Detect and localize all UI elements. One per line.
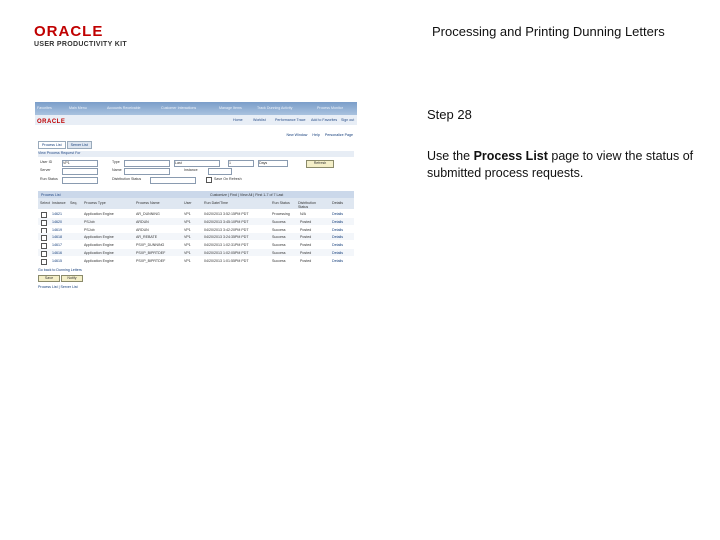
run-status-select[interactable] (62, 177, 98, 184)
cell-user: VP1 (184, 219, 191, 224)
save-button[interactable]: Save (38, 275, 60, 282)
save-on-refresh-checkbox[interactable] (206, 177, 212, 183)
menu-item[interactable]: Favorites (37, 106, 52, 110)
cell-instance[interactable]: 14621 (52, 212, 62, 216)
col-process-name: Process Name (136, 201, 160, 205)
days-count-value: 1 (229, 161, 231, 165)
last-value: Last (175, 161, 182, 165)
menu-item[interactable]: Manage Items (219, 106, 242, 110)
col-run-datetime: Run Date/Time (204, 201, 229, 205)
cell-name: PSXP_BIPRTDEF (136, 258, 166, 263)
table-row (38, 218, 354, 225)
cell-details[interactable]: Details (332, 219, 343, 224)
grid-title: Process List (41, 193, 61, 197)
cell-details[interactable]: Details (332, 235, 343, 240)
cell-type: Application Engine (84, 251, 114, 255)
userid-label: User ID (40, 160, 53, 164)
cell-type: Application Engine (84, 243, 114, 248)
cell-instance[interactable]: 14615 (52, 258, 62, 263)
home-link[interactable]: Home (233, 118, 243, 122)
page-tabs (38, 141, 93, 149)
cell-type: PSJob (84, 227, 95, 232)
days-unit-select[interactable] (258, 160, 288, 167)
cell-date: 04/20/2013 1:02:31PM PDT (204, 243, 249, 248)
cell-details[interactable]: Details (332, 251, 343, 255)
col-process-type: Process Type (84, 201, 106, 205)
cell-status: Success (272, 251, 286, 255)
cell-type: PSJob (84, 219, 95, 224)
col-details: Details (332, 201, 343, 205)
instance-label: Instance (184, 168, 198, 172)
cell-dist[interactable]: Posted (300, 258, 312, 263)
cell-date: 04/20/2013 1:02:05PM PDT (204, 251, 249, 255)
cell-status: Processing (272, 212, 290, 216)
cell-dist[interactable]: Posted (300, 227, 312, 232)
row-select-checkbox[interactable] (41, 259, 47, 265)
days-count-input[interactable] (228, 160, 254, 167)
performance-trace-link[interactable]: Performance Trace (275, 118, 306, 122)
col-instance: Instance (52, 201, 66, 205)
days-unit-value: Days (259, 161, 268, 165)
cell-instance[interactable]: 14616 (52, 251, 62, 255)
filter-row-1 (38, 160, 354, 166)
col-seq: Seq. (70, 201, 78, 205)
cell-status: Success (272, 235, 286, 240)
cell-date: 04/20/2013 3:24:35PM PDT (204, 235, 249, 240)
cell-user: VP1 (184, 235, 191, 240)
cell-details[interactable]: Details (332, 212, 343, 216)
col-run-status: Run Status (272, 201, 290, 205)
server-select[interactable] (62, 168, 98, 175)
cell-status: Success (272, 258, 286, 263)
table-row (38, 233, 354, 240)
cell-name: AR_REBATE (136, 235, 158, 240)
cell-date: 04/20/2013 3:52:15PM PDT (204, 212, 249, 216)
personalize-link[interactable]: Personalize Page (324, 133, 353, 137)
cell-user: VP1 (184, 227, 191, 232)
userid-value: VP1 (63, 161, 70, 165)
cell-details[interactable]: Details (332, 243, 343, 248)
menu-item[interactable]: Main Menu (69, 106, 87, 110)
distribution-status-select[interactable] (150, 177, 196, 184)
cell-dist[interactable]: Posted (300, 243, 312, 248)
last-select[interactable] (174, 160, 220, 167)
process-list-columns (38, 198, 354, 209)
cell-instance[interactable]: 14620 (52, 219, 62, 224)
instruction-text: Use the (427, 149, 474, 163)
cell-status: Success (272, 219, 286, 224)
table-row (38, 257, 354, 264)
grid-navigation[interactable]: Customize | Find | View All | First 1-7 of 7 Last (210, 193, 284, 197)
table-row (38, 226, 354, 233)
filter-row-2 (38, 168, 354, 174)
run-status-label: Run Status (40, 177, 58, 181)
go-back-link[interactable]: Go back to Dunning Letters (38, 268, 82, 272)
instruction-text-end: page to view the status of submitted process requests. (427, 149, 694, 180)
cell-instance[interactable]: 14617 (52, 243, 62, 248)
filter-section-header: View Process Request For (38, 151, 354, 157)
cell-dist[interactable]: N/A (300, 212, 306, 216)
instance-input[interactable] (208, 168, 232, 175)
cell-details[interactable]: Details (332, 258, 343, 263)
filter-row-3 (38, 177, 354, 183)
menu-item[interactable]: Accounts Receivable (107, 106, 141, 110)
cell-user: VP1 (184, 258, 191, 263)
step-instruction (427, 148, 697, 182)
name-label: Name (112, 168, 122, 172)
cell-status: Success (272, 227, 286, 232)
menu-item[interactable]: Track Dunning Activity (257, 106, 293, 110)
add-favorites-link[interactable]: Add to Favorites (311, 118, 338, 122)
refresh-button[interactable]: Refresh (306, 160, 334, 168)
cell-user: VP1 (184, 251, 191, 255)
help-link[interactable]: Help (312, 133, 320, 137)
userid-input[interactable] (62, 160, 98, 167)
logo-product: USER PRODUCTIVITY KIT (34, 41, 127, 48)
portal-menubar (35, 102, 357, 115)
cell-dist[interactable]: Posted (300, 251, 312, 255)
name-input[interactable] (124, 168, 170, 175)
table-row (38, 210, 354, 217)
cell-details[interactable]: Details (332, 227, 343, 232)
tab-process-list[interactable]: Process List (38, 141, 66, 149)
sign-out-link[interactable]: Sign out (341, 118, 355, 122)
document-title: Processing and Printing Dunning Letters (432, 24, 665, 39)
cell-name: ARDUN (136, 219, 149, 224)
col-select: Select (40, 201, 50, 205)
process-list-grid-header (38, 191, 354, 198)
cell-type: Application Engine (84, 212, 114, 216)
notify-button[interactable]: Notify (61, 275, 83, 282)
process-list-screenshot (35, 102, 357, 302)
portal-logo: ORACLE (37, 119, 66, 125)
new-window-link[interactable]: New Window (286, 133, 308, 137)
step-label: Step 28 (427, 107, 472, 122)
bottom-links[interactable]: Process List | Server List (38, 285, 78, 289)
cell-date: 04/20/2013 3:42:20PM PDT (204, 227, 249, 232)
table-row (38, 249, 354, 256)
cell-user: VP1 (184, 243, 191, 248)
type-label: Type (112, 160, 120, 164)
cell-dist[interactable]: Posted (300, 219, 312, 224)
tab-server-list[interactable]: Server List (67, 141, 92, 149)
cell-type: Application Engine (84, 235, 114, 240)
cell-dist[interactable]: Posted (300, 235, 312, 240)
instruction-bold: Process List (473, 149, 548, 163)
cell-name: PSXP_BIPRTDEF (136, 251, 166, 255)
portal-header-links (35, 115, 357, 125)
cell-instance[interactable]: 14619 (52, 227, 62, 232)
oracle-upk-logo (34, 24, 127, 48)
menu-item[interactable]: Customer Interactions (161, 106, 197, 110)
cell-name: AR_DUNNING (136, 212, 160, 216)
cell-name: PSXP_DUNNING (136, 243, 165, 248)
cell-type: Application Engine (84, 258, 114, 263)
page-top-links (282, 133, 353, 137)
cell-date: 04/20/2013 1:01:55PM PDT (204, 258, 249, 263)
cell-name: ARDUN (136, 227, 149, 232)
cell-instance[interactable]: 14618 (52, 235, 62, 240)
cell-status: Success (272, 243, 286, 248)
worklist-link[interactable]: Worklist (253, 118, 266, 122)
table-row (38, 241, 354, 248)
menu-item[interactable]: Process Monitor (317, 106, 343, 110)
save-on-refresh-label: Save On Refresh (214, 177, 242, 181)
distribution-status-label: Distribution Status (112, 177, 142, 181)
type-select[interactable] (124, 160, 170, 167)
cell-user: VP1 (184, 212, 191, 216)
cell-date: 04/20/2013 3:45:10PM PDT (204, 219, 249, 224)
server-label: Server (40, 168, 51, 172)
col-user: User (184, 201, 192, 205)
col-distribution-status: Distribution Status (298, 201, 316, 209)
logo-brand: ORACLE (34, 23, 104, 40)
